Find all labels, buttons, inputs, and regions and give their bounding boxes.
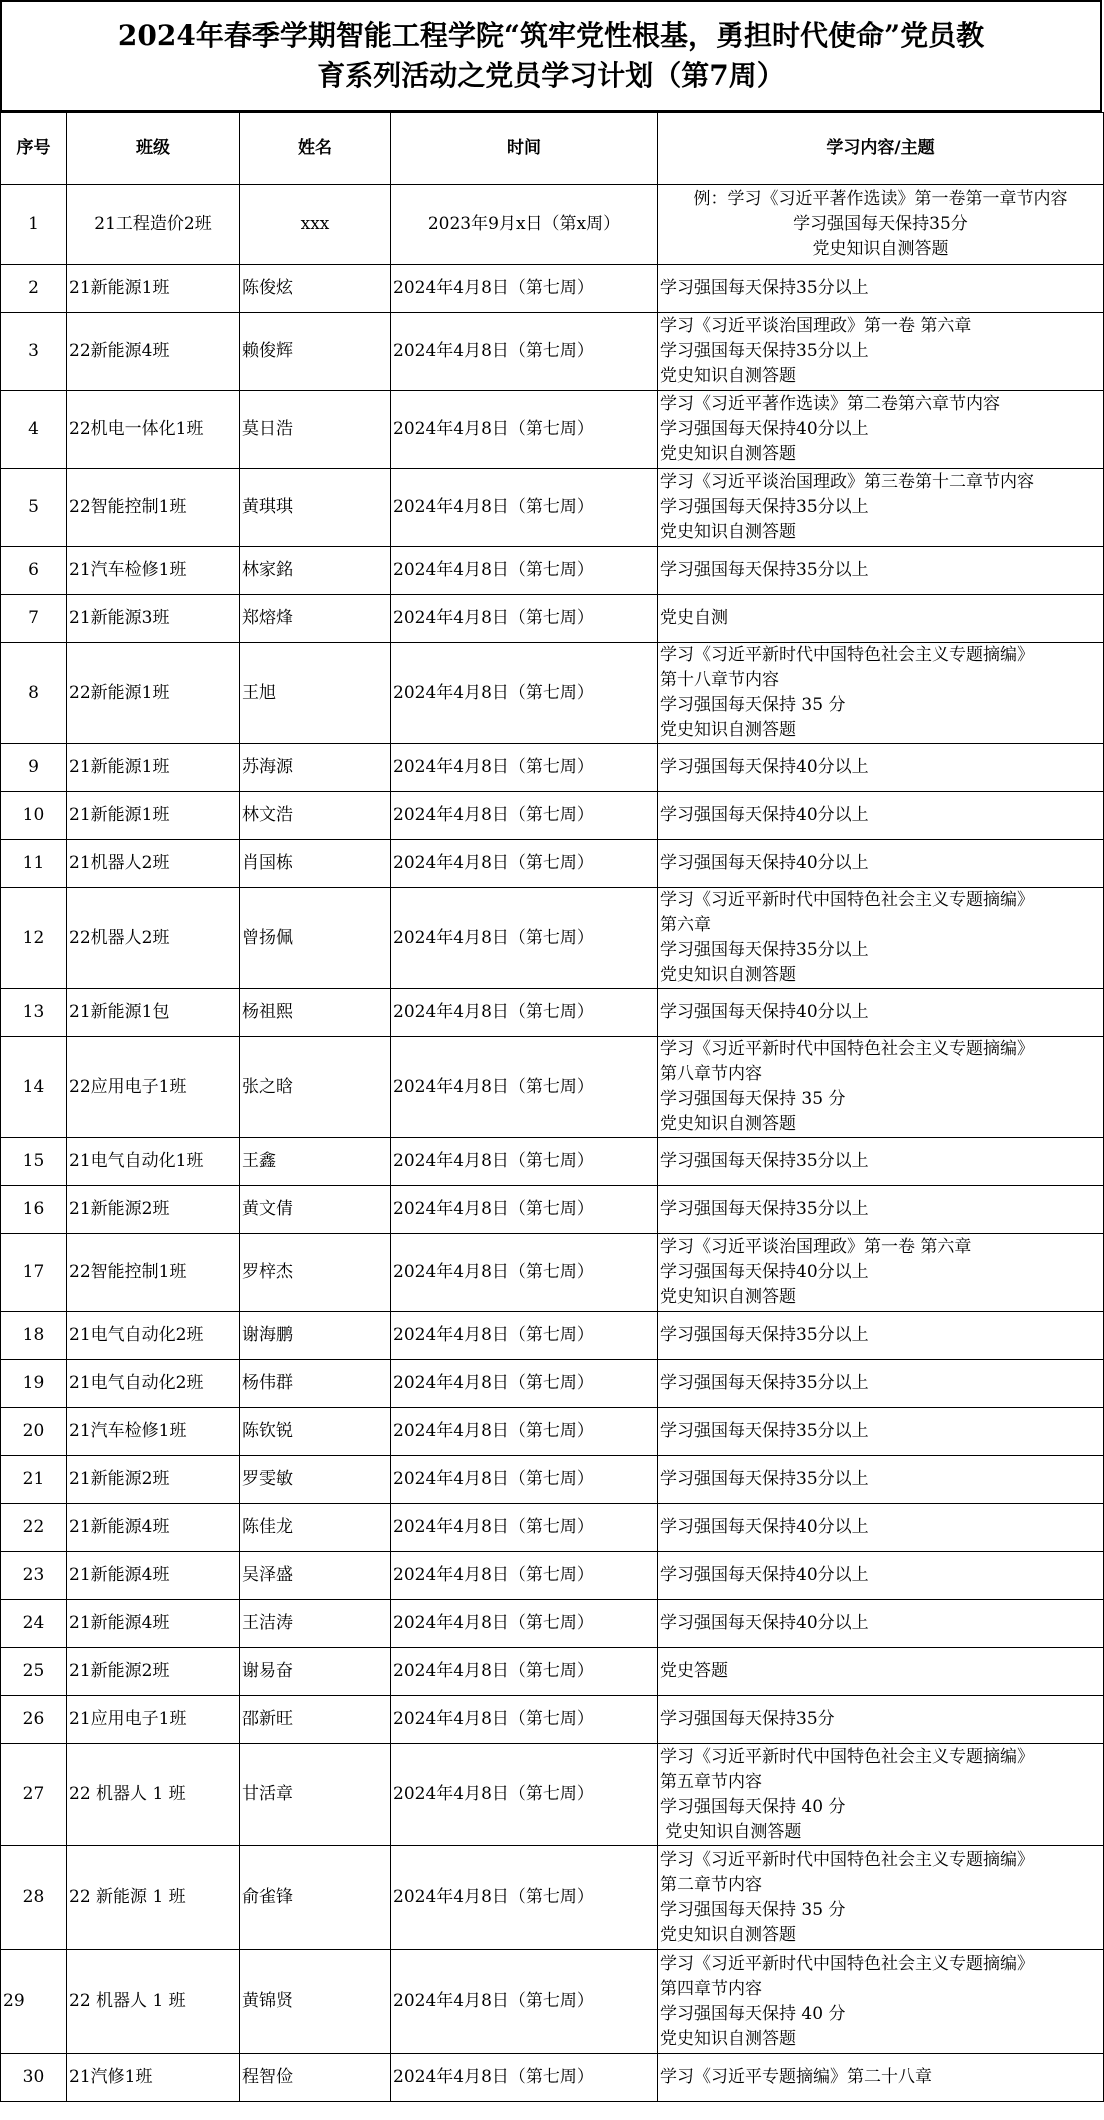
row-date: 2024年4月8日（第七周） <box>391 1312 658 1360</box>
content-line: 学习《习近平新时代中国特色社会主义专题摘编》 <box>660 1849 1034 1870</box>
content-line: 党史答题 <box>660 1661 728 1681</box>
row-number: 27 <box>1 1744 67 1846</box>
content-line: 学习强国每天保持35分以上 <box>660 1151 869 1171</box>
table-row <box>1 547 1104 595</box>
content-line: 第四章节内容 <box>660 1978 762 1999</box>
content-line: 第二章节内容 <box>660 1874 762 1895</box>
content-line: 党史知识自测答题 <box>660 444 796 464</box>
row-class: 22应用电子1班 <box>67 1037 240 1138</box>
row-date: 2024年4月8日（第七周） <box>391 1950 658 2054</box>
row-content <box>658 1456 1104 1504</box>
content-line: 党史知识自测答题 <box>660 720 796 740</box>
row-content <box>658 1312 1104 1360</box>
row-number: 26 <box>1 1696 67 1744</box>
row-content <box>658 1186 1104 1234</box>
table-body <box>1 185 1104 2102</box>
row-number: 2 <box>1 265 67 313</box>
row-name: 林文浩 <box>240 792 391 840</box>
table-row <box>1 1312 1104 1360</box>
table-row <box>1 1456 1104 1504</box>
table-row <box>1 643 1104 744</box>
study-plan-table <box>0 112 1104 2102</box>
content-line: 学习强国每天保持35分以上 <box>660 560 869 580</box>
row-name: 俞雀锋 <box>240 1846 391 1950</box>
row-class: 21新能源4班 <box>67 1504 240 1552</box>
content-line: 学习《习近平专题摘编》第二十八章 <box>660 2067 932 2087</box>
table-row <box>1 1648 1104 1696</box>
content-line: 学习强国每天保持35分以上 <box>660 1325 869 1345</box>
row-class: 21新能源4班 <box>67 1552 240 1600</box>
row-content <box>658 1360 1104 1408</box>
content-line: 学习强国每天保持35分 <box>660 1709 835 1729</box>
row-date: 2023年9月x日（第x周） <box>391 185 658 265</box>
table-row <box>1 1408 1104 1456</box>
row-date: 2024年4月8日（第七周） <box>391 744 658 792</box>
table-row <box>1 1360 1104 1408</box>
row-content <box>658 1600 1104 1648</box>
row-name: 肖国栋 <box>240 840 391 888</box>
table-row <box>1 1504 1104 1552</box>
table-row <box>1 1600 1104 1648</box>
row-class: 22机器人2班 <box>67 888 240 989</box>
row-content <box>658 1552 1104 1600</box>
content-line: 学习强国每天保持40分以上 <box>660 1262 869 1282</box>
row-date: 2024年4月8日（第七周） <box>391 1600 658 1648</box>
row-name: 吴泽盛 <box>240 1552 391 1600</box>
row-name: 林家銘 <box>240 547 391 595</box>
row-name: 罗雯敏 <box>240 1456 391 1504</box>
row-content <box>658 840 1104 888</box>
row-content <box>658 1846 1104 1950</box>
row-class: 21新能源2班 <box>67 1648 240 1696</box>
document-title <box>0 0 1102 112</box>
content-line: 学习强国每天保持35分以上 <box>660 940 869 960</box>
table-row <box>1 1744 1104 1846</box>
row-content <box>658 643 1104 744</box>
table-row <box>1 888 1104 989</box>
row-class: 21新能源1包 <box>67 989 240 1037</box>
row-number: 4 <box>1 391 67 469</box>
row-date: 2024年4月8日（第七周） <box>391 1696 658 1744</box>
content-line: 党史自测 <box>660 608 728 628</box>
content-line: 学习强国每天保持35分 <box>793 214 968 234</box>
row-content <box>658 744 1104 792</box>
table-row <box>1 1234 1104 1312</box>
row-date: 2024年4月8日（第七周） <box>391 1846 658 1950</box>
content-line: 学习强国每天保持 40 分 <box>660 1796 846 1817</box>
row-number: 16 <box>1 1186 67 1234</box>
table-row <box>1 1950 1104 2054</box>
content-line: 学习强国每天保持40分以上 <box>660 1613 869 1633</box>
content-line: 学习《习近平新时代中国特色社会主义专题摘编》 <box>660 1953 1034 1974</box>
row-class: 21新能源1班 <box>67 792 240 840</box>
row-content <box>658 313 1104 391</box>
content-line: 学习《习近平著作选读》第二卷第六章节内容 <box>660 394 1000 414</box>
row-class: 21汽车检修1班 <box>67 1408 240 1456</box>
content-line: 党史知识自测答题 <box>660 1287 796 1307</box>
row-number: 7 <box>1 595 67 643</box>
row-name: 黄琪琪 <box>240 469 391 547</box>
content-line: 第六章 <box>660 915 711 935</box>
content-line: 第十八章节内容 <box>660 670 779 690</box>
row-date: 2024年4月8日（第七周） <box>391 547 658 595</box>
table-row <box>1 1696 1104 1744</box>
row-date: 2024年4月8日（第七周） <box>391 1037 658 1138</box>
content-line: 学习《习近平谈治国理政》第一卷 第六章 <box>660 316 972 336</box>
row-name: 王旭 <box>240 643 391 744</box>
row-number: 20 <box>1 1408 67 1456</box>
content-line: 学习强国每天保持35分以上 <box>660 278 869 298</box>
row-number: 19 <box>1 1360 67 1408</box>
row-name: 黄文倩 <box>240 1186 391 1234</box>
row-number: 5 <box>1 469 67 547</box>
row-name: 谢易奋 <box>240 1648 391 1696</box>
row-name: 张之晗 <box>240 1037 391 1138</box>
row-name: 王洁涛 <box>240 1600 391 1648</box>
content-line: 学习强国每天保持 35 分 <box>660 1899 846 1920</box>
row-class: 21新能源2班 <box>67 1456 240 1504</box>
row-name: 甘活章 <box>240 1744 391 1846</box>
row-content <box>658 1138 1104 1186</box>
content-line: 学习强国每天保持 35 分 <box>660 1089 846 1109</box>
row-name: 苏海源 <box>240 744 391 792</box>
content-line: 党史知识自测答题 <box>660 1114 796 1134</box>
table-row <box>1 1552 1104 1600</box>
row-class: 21新能源3班 <box>67 595 240 643</box>
row-content <box>658 391 1104 469</box>
row-class: 21新能源4班 <box>67 1600 240 1648</box>
table-row <box>1 1138 1104 1186</box>
content-line: 学习强国每天保持40分以上 <box>660 757 869 777</box>
row-content <box>658 595 1104 643</box>
row-name: xxx <box>240 185 391 265</box>
content-line: 党史知识自测答题 <box>660 2028 796 2049</box>
table-row <box>1 1037 1104 1138</box>
content-line: 学习强国每天保持40分以上 <box>660 1517 869 1537</box>
content-line: 第八章节内容 <box>660 1064 762 1084</box>
row-class: 22智能控制1班 <box>67 1234 240 1312</box>
content-line: 学习强国每天保持40分以上 <box>660 419 869 439</box>
content-line: 学习强国每天保持35分以上 <box>660 1469 869 1489</box>
row-date: 2024年4月8日（第七周） <box>391 840 658 888</box>
row-date: 2024年4月8日（第七周） <box>391 989 658 1037</box>
content-line: 学习强国每天保持40分以上 <box>660 1565 869 1585</box>
row-content <box>658 1504 1104 1552</box>
row-content <box>658 989 1104 1037</box>
row-name: 陈佳龙 <box>240 1504 391 1552</box>
row-class: 22 机器人 1 班 <box>67 1744 240 1846</box>
row-date: 2024年4月8日（第七周） <box>391 888 658 989</box>
table-row <box>1 313 1104 391</box>
row-number: 14 <box>1 1037 67 1138</box>
row-class: 21汽车检修1班 <box>67 547 240 595</box>
row-number: 13 <box>1 989 67 1037</box>
row-class: 22新能源4班 <box>67 313 240 391</box>
table-row <box>1 185 1104 265</box>
row-date: 2024年4月8日（第七周） <box>391 1234 658 1312</box>
content-line: 学习强国每天保持35分以上 <box>660 1199 869 1219</box>
table-row <box>1 1846 1104 1950</box>
row-content <box>658 1037 1104 1138</box>
row-class: 21新能源1班 <box>67 265 240 313</box>
row-name: 邵新旺 <box>240 1696 391 1744</box>
row-name: 陈钦锐 <box>240 1408 391 1456</box>
row-content <box>658 1408 1104 1456</box>
row-class: 21工程造价2班 <box>67 185 240 265</box>
content-line: 党史知识自测答题 <box>660 965 796 985</box>
title-line-2: 育系列活动之党员学习计划（第7周） <box>317 59 785 92</box>
row-name: 赖俊辉 <box>240 313 391 391</box>
row-number: 24 <box>1 1600 67 1648</box>
row-number: 12 <box>1 888 67 989</box>
row-content <box>658 547 1104 595</box>
row-name: 谢海鹏 <box>240 1312 391 1360</box>
row-number: 11 <box>1 840 67 888</box>
row-class: 21电气自动化1班 <box>67 1138 240 1186</box>
content-line: 例：学习《习近平著作选读》第一卷第一章节内容 <box>693 189 1068 209</box>
row-number: 3 <box>1 313 67 391</box>
table-row <box>1 265 1104 313</box>
row-date: 2024年4月8日（第七周） <box>391 1648 658 1696</box>
content-line: 党史知识自测答题 <box>660 1924 796 1945</box>
content-line: 学习《习近平新时代中国特色社会主义专题摘编》 <box>660 890 1034 910</box>
table-row <box>1 469 1104 547</box>
row-date: 2024年4月8日（第七周） <box>391 1552 658 1600</box>
row-content <box>658 265 1104 313</box>
row-number: 29 <box>1 1950 67 2054</box>
row-date: 2024年4月8日（第七周） <box>391 313 658 391</box>
table-row <box>1 1186 1104 1234</box>
row-content <box>658 1234 1104 1312</box>
table-row <box>1 840 1104 888</box>
row-date: 2024年4月8日（第七周） <box>391 1138 658 1186</box>
row-class: 21电气自动化2班 <box>67 1312 240 1360</box>
row-date: 2024年4月8日（第七周） <box>391 265 658 313</box>
content-line: 学习强国每天保持35分以上 <box>660 1421 869 1441</box>
row-name: 郑熔烽 <box>240 595 391 643</box>
row-name: 黄锦贤 <box>240 1950 391 2054</box>
header-date: 时间 <box>391 113 658 185</box>
row-number: 9 <box>1 744 67 792</box>
row-content <box>658 1950 1104 2054</box>
row-name: 王鑫 <box>240 1138 391 1186</box>
content-line: 学习强国每天保持40分以上 <box>660 805 869 825</box>
row-date: 2024年4月8日（第七周） <box>391 1186 658 1234</box>
row-date: 2024年4月8日（第七周） <box>391 1744 658 1846</box>
row-name: 杨伟群 <box>240 1360 391 1408</box>
row-number: 6 <box>1 547 67 595</box>
header-row <box>1 113 1104 185</box>
header-name: 姓名 <box>240 113 391 185</box>
row-number: 18 <box>1 1312 67 1360</box>
row-class: 21机器人2班 <box>67 840 240 888</box>
table-row <box>1 792 1104 840</box>
row-number: 23 <box>1 1552 67 1600</box>
row-number: 28 <box>1 1846 67 1950</box>
header-class: 班级 <box>67 113 240 185</box>
content-line: 第五章节内容 <box>660 1771 762 1792</box>
row-content <box>658 1744 1104 1846</box>
row-name: 罗梓杰 <box>240 1234 391 1312</box>
header-number: 序号 <box>1 113 67 185</box>
content-line: 学习强国每天保持35分以上 <box>660 341 869 361</box>
row-class: 22 机器人 1 班 <box>67 1950 240 2054</box>
content-line: 学习强国每天保持 40 分 <box>660 2003 846 2024</box>
content-line: 学习强国每天保持 35 分 <box>660 695 846 715</box>
row-name: 陈俊炫 <box>240 265 391 313</box>
row-class: 22智能控制1班 <box>67 469 240 547</box>
row-name: 莫日浩 <box>240 391 391 469</box>
row-class: 21电气自动化2班 <box>67 1360 240 1408</box>
table-row <box>1 391 1104 469</box>
row-class: 22 新能源 1 班 <box>67 1846 240 1950</box>
content-line: 党史知识自测答题 <box>812 239 949 259</box>
content-line: 党史知识自测答题 <box>660 366 796 386</box>
row-class: 22机电一体化1班 <box>67 391 240 469</box>
row-content <box>658 792 1104 840</box>
content-line: 学习强国每天保持35分以上 <box>660 1373 869 1393</box>
row-content <box>658 1648 1104 1696</box>
row-date: 2024年4月8日（第七周） <box>391 1456 658 1504</box>
row-date: 2024年4月8日（第七周） <box>391 2054 658 2102</box>
content-line: 学习《习近平新时代中国特色社会主义专题摘编》 <box>660 1039 1034 1059</box>
content-line: 学习《习近平新时代中国特色社会主义专题摘编》 <box>660 645 1034 665</box>
content-line: 学习强国每天保持40分以上 <box>660 1002 869 1022</box>
table-row <box>1 989 1104 1037</box>
row-class: 21新能源2班 <box>67 1186 240 1234</box>
header-content: 学习内容/主题 <box>658 113 1104 185</box>
row-number: 21 <box>1 1456 67 1504</box>
row-date: 2024年4月8日（第七周） <box>391 1360 658 1408</box>
row-class: 22新能源1班 <box>67 643 240 744</box>
row-number: 15 <box>1 1138 67 1186</box>
row-date: 2024年4月8日（第七周） <box>391 643 658 744</box>
table-row <box>1 2054 1104 2102</box>
row-class: 21新能源1班 <box>67 744 240 792</box>
row-date: 2024年4月8日（第七周） <box>391 1504 658 1552</box>
row-content <box>658 888 1104 989</box>
row-name: 杨祖熙 <box>240 989 391 1037</box>
row-content <box>658 185 1104 265</box>
content-line: 学习强国每天保持35分以上 <box>660 497 869 517</box>
row-number: 30 <box>1 2054 67 2102</box>
row-name: 程智俭 <box>240 2054 391 2102</box>
row-number: 22 <box>1 1504 67 1552</box>
title-line-1: 2024年春季学期智能工程学院“筑牢党性根基，勇担时代使命”党员教 <box>117 19 985 52</box>
content-line: 学习强国每天保持40分以上 <box>660 853 869 873</box>
content-line: 学习《习近平谈治国理政》第一卷 第六章 <box>660 1237 972 1257</box>
content-line: 党史知识自测答题 <box>660 1821 802 1842</box>
row-content <box>658 469 1104 547</box>
row-class: 21汽修1班 <box>67 2054 240 2102</box>
row-content <box>658 1696 1104 1744</box>
row-date: 2024年4月8日（第七周） <box>391 1408 658 1456</box>
row-number: 10 <box>1 792 67 840</box>
row-number: 25 <box>1 1648 67 1696</box>
row-number: 17 <box>1 1234 67 1312</box>
row-class: 21应用电子1班 <box>67 1696 240 1744</box>
row-date: 2024年4月8日（第七周） <box>391 391 658 469</box>
row-date: 2024年4月8日（第七周） <box>391 469 658 547</box>
table-row <box>1 744 1104 792</box>
row-name: 曾扬佩 <box>240 888 391 989</box>
row-content <box>658 2054 1104 2102</box>
row-number: 8 <box>1 643 67 744</box>
row-number: 1 <box>1 185 67 265</box>
content-line: 党史知识自测答题 <box>660 522 796 542</box>
row-date: 2024年4月8日（第七周） <box>391 595 658 643</box>
content-line: 学习《习近平新时代中国特色社会主义专题摘编》 <box>660 1746 1034 1767</box>
table-row <box>1 595 1104 643</box>
row-date: 2024年4月8日（第七周） <box>391 792 658 840</box>
content-line: 学习《习近平谈治国理政》第三卷第十二章节内容 <box>660 472 1034 492</box>
